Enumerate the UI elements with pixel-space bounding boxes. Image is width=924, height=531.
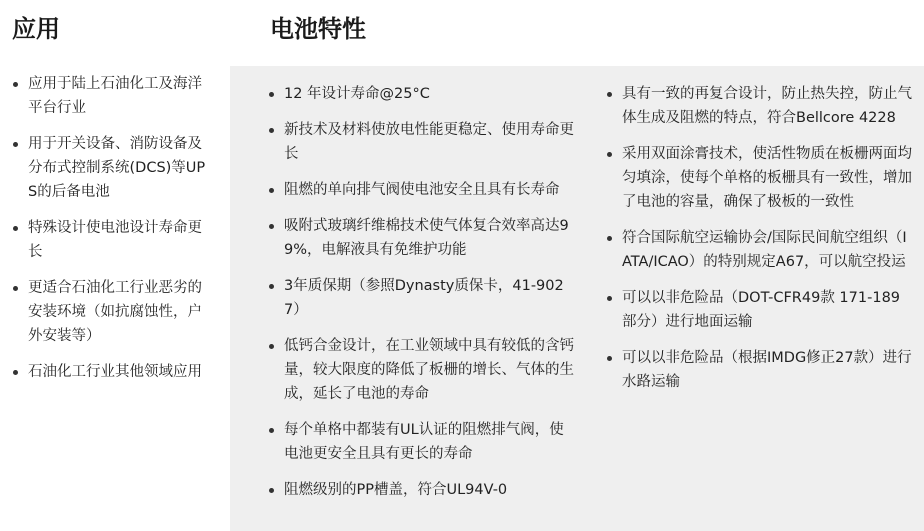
battery-feature-item: 可以以非危险品（DOT-CFR49款 171-189部分）进行地面运输 (622, 286, 912, 334)
application-item: 特殊设计使电池设计寿命更长 (28, 216, 208, 264)
battery-feature-item: 低钙合金设计，在工业领域中具有较低的含钙量，较大限度的降低了板栅的增长、气体的生成，延长了电池的寿命 (284, 334, 574, 406)
application-item: 石油化工行业其他领域应用 (28, 360, 208, 384)
application-item: 用于开关设备、消防设备及分布式控制系统(DCS)等UPS的后备电池 (28, 132, 208, 204)
battery-feature-item: 采用双面涂膏技术，使活性物质在板栅两面均匀填涂，使每个单格的板栅具有一致性，增加了电池的容量，确保了极板的一致性 (622, 142, 912, 214)
battery-feature-item: 新技术及材料使放电性能更稳定、使用寿命更长 (284, 118, 574, 166)
application-item: 应用于陆上石油化工及海洋平台行业 (28, 72, 208, 120)
battery-feature-item: 可以以非危险品（根据IMDG修正27款）进行水路运输 (622, 346, 912, 394)
application-list (28, 72, 208, 396)
battery-feature-item: 3年质保期（参照Dynasty质保卡，41-9027） (284, 274, 574, 322)
battery-feature-item: 12 年设计寿命@25°C (284, 82, 574, 106)
battery-feature-item: 阻燃的单向排气阀使电池安全且具有长寿命 (284, 178, 574, 202)
application-heading: 应用 (12, 15, 60, 43)
battery-features-list-right (622, 82, 912, 406)
battery-feature-item: 具有一致的再复合设计，防止热失控，防止气体生成及阻燃的特点，符合Bellcore 4228 (622, 82, 912, 130)
application-item: 更适合石油化工行业恶劣的安装环境（如抗腐蚀性，户外安装等） (28, 276, 208, 348)
battery-features-panel (230, 66, 924, 531)
battery-feature-item: 吸附式玻璃纤维棉技术使气体复合效率高达99%，电解液具有免维护功能 (284, 214, 574, 262)
battery-feature-item: 符合国际航空运输协会/国际民间航空组织（IATA/ICAO）的特别规定A67，可以航空投运 (622, 226, 912, 274)
battery-feature-item: 阻燃级别的PP槽盖，符合UL94V-0 (284, 478, 574, 502)
battery-features-heading: 电池特性 (270, 15, 366, 43)
battery-features-list-left (284, 82, 574, 514)
battery-feature-item: 每个单格中都装有UL认证的阻燃排气阀，使电池更安全且具有更长的寿命 (284, 418, 574, 466)
